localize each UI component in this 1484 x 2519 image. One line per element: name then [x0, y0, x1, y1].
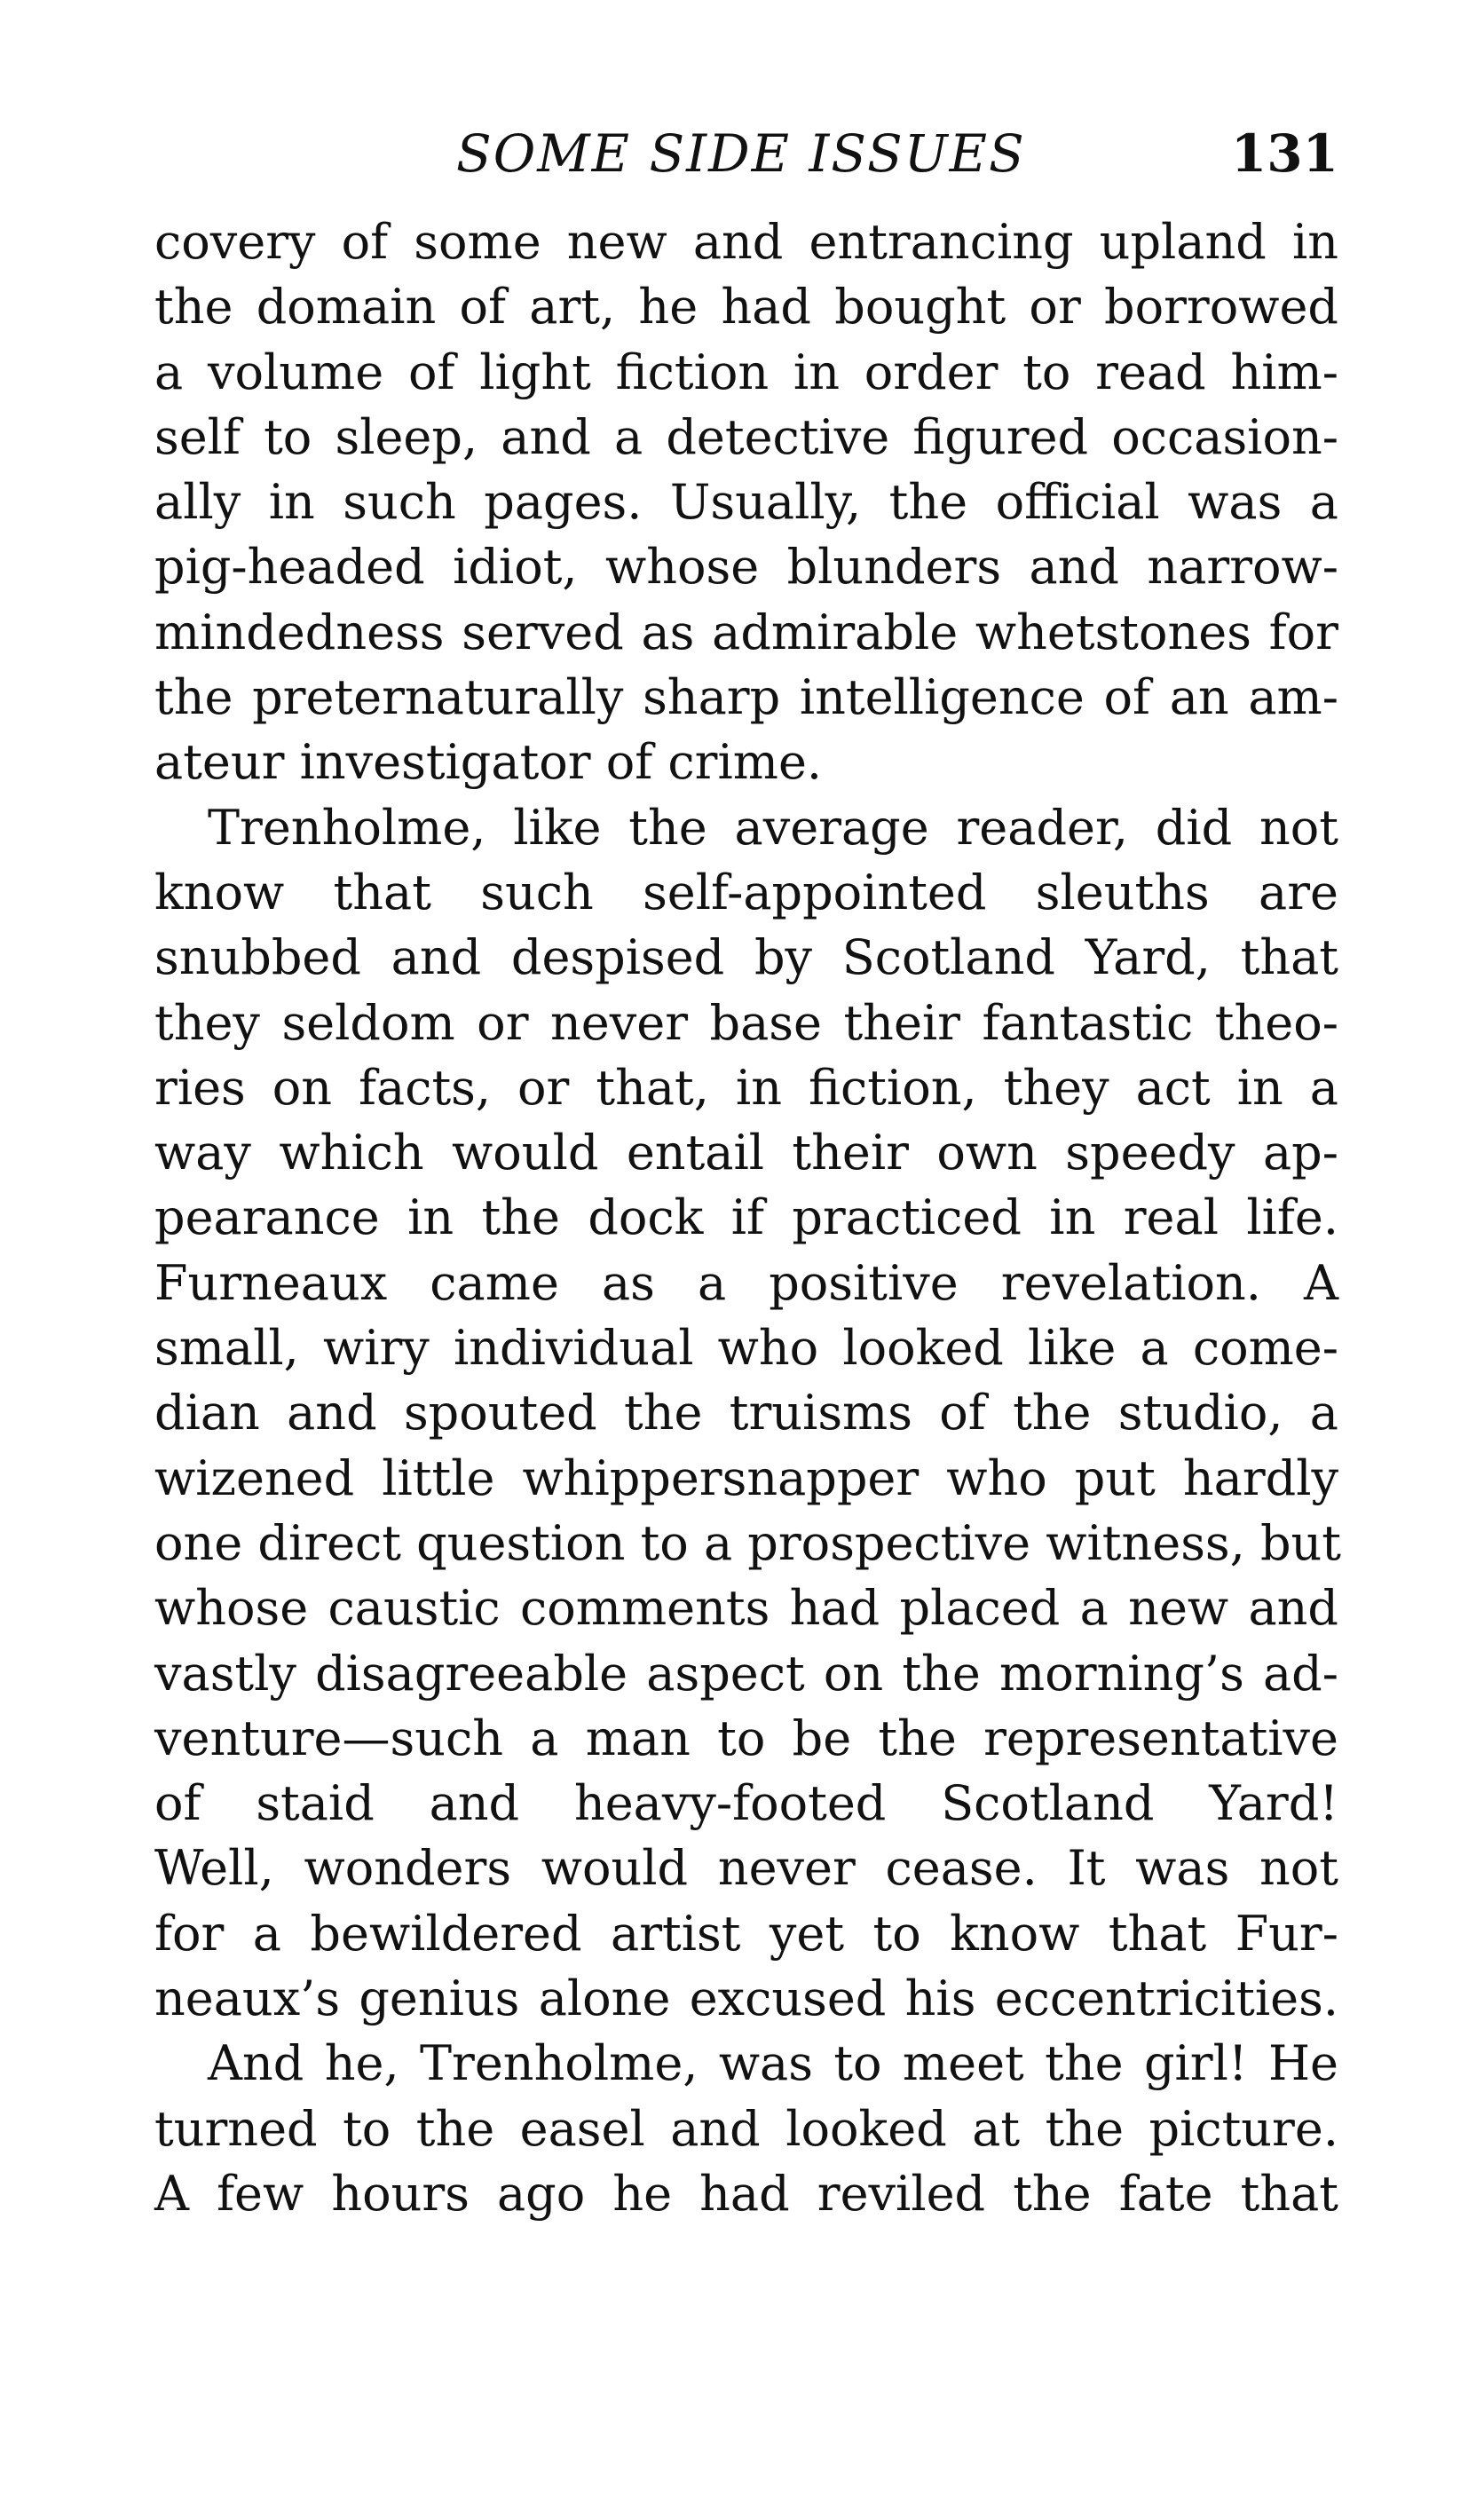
- text-line: for a bewildered artist yet to know that Fur-: [154, 1905, 1338, 1962]
- text-line: the domain of art, he had bought or borrowed: [154, 279, 1338, 336]
- text-line: turned to the easel and looked at the picture.: [154, 2100, 1338, 2157]
- text-line: And he, Trenholme, was to meet the girl! He: [208, 2035, 1338, 2092]
- text-line: Well, wonders would never cease. It was not: [154, 1840, 1338, 1897]
- book-page: [154, 114, 1342, 2226]
- text-line: A few hours ago he had reviled the fate that: [154, 2165, 1338, 2222]
- paragraph: [154, 795, 1342, 2032]
- text-line: ally in such pages. Usually, the official was a: [154, 474, 1338, 531]
- text-line: a volume of light fiction in order to read him-: [154, 344, 1338, 400]
- text-line: they seldom or never base their fantastic theo-: [154, 994, 1338, 1051]
- text-line: dian and spouted the truisms of the studio, a: [154, 1385, 1338, 1441]
- text-line: whose caustic comments had placed a new and: [154, 1580, 1338, 1637]
- text-line: one direct question to a prospective witness, but: [154, 1514, 1342, 1571]
- text-line: the preternaturally sharp intelligence of an am-: [154, 669, 1338, 726]
- text-line: know that such self-appointed sleuths are: [154, 864, 1338, 920]
- text-line: ateur investigator of crime.: [154, 734, 823, 791]
- paragraph: [154, 209, 1338, 795]
- text-line: way which would entail their own speedy ap-: [154, 1125, 1338, 1181]
- text-line: pig-headed idiot, whose blunders and narrow-: [154, 539, 1338, 596]
- text-line: small, wiry individual who looked like a come-: [154, 1320, 1338, 1377]
- text-line: mindedness served as admirable whetstones for: [154, 604, 1338, 660]
- text-line: self to sleep, and a detective figured occasion-: [154, 408, 1338, 465]
- text-line: Furneaux came as a positive revelation. A: [154, 1254, 1338, 1311]
- paragraph: [154, 2031, 1338, 2226]
- text-line: neaux’s genius alone excused his eccentricities.: [154, 1970, 1338, 2027]
- text-line: Trenholme, like the average reader, did not: [208, 799, 1338, 856]
- text-line: covery of some new and entrancing upland in: [154, 214, 1338, 270]
- text-line: venture—such a man to be the representative: [154, 1710, 1338, 1766]
- page-header: [154, 114, 1338, 193]
- body-text: [154, 209, 1342, 2226]
- text-line: of staid and heavy-footed Scotland Yard!: [154, 1775, 1338, 1832]
- text-line: wizened little whippersnapper who put hardly: [154, 1449, 1338, 1506]
- page-number: 131: [1230, 123, 1338, 184]
- text-line: pearance in the dock if practiced in real life.: [154, 1189, 1338, 1246]
- text-line: vastly disagreeable aspect on the morning’s ad-: [154, 1645, 1338, 1702]
- text-line: ries on facts, or that, in fiction, they act in a: [154, 1059, 1338, 1116]
- running-title: SOME SIDE ISSUES: [456, 123, 1026, 184]
- text-line: snubbed and despised by Scotland Yard, that: [154, 929, 1338, 986]
